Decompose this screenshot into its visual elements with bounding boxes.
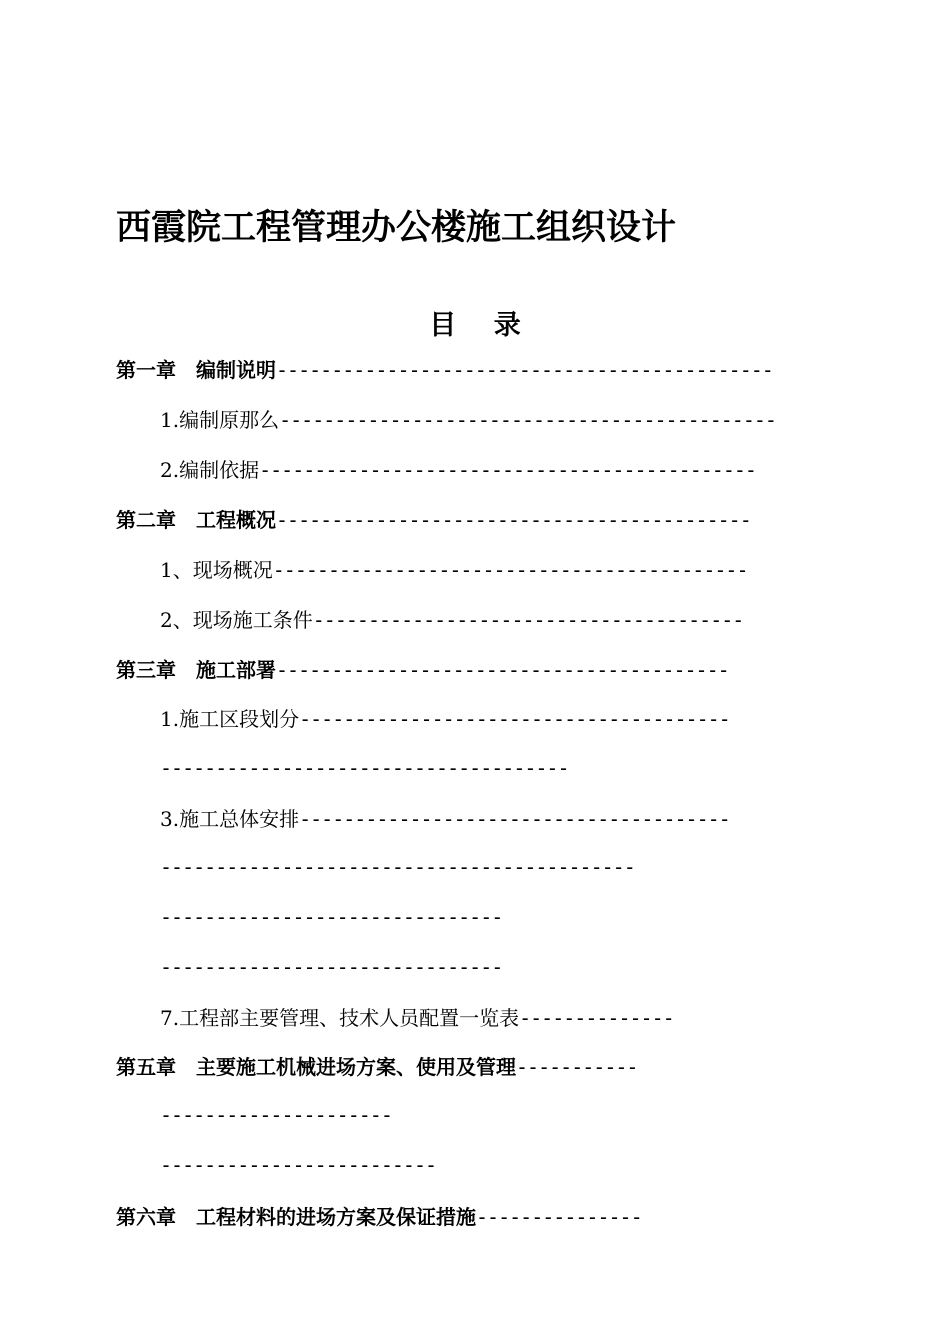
toc-entry-label: 2.编制依据: [160, 458, 260, 482]
toc-entry-label: 1.编制原那么: [160, 408, 280, 432]
toc-entry-label: 第三章 施工部署: [116, 658, 276, 682]
toc-section-1-1[interactable]: [160, 406, 776, 434]
toc-entry-label: 3.施工总体安排: [160, 807, 300, 831]
toc-dot-leader: -------------------------------: [160, 955, 503, 979]
toc-dot-leader: --------------: [519, 1006, 674, 1030]
toc-chapter-1[interactable]: [116, 356, 773, 384]
toc-leader-line[interactable]: [160, 1101, 392, 1129]
toc-chapter-2[interactable]: [116, 506, 751, 534]
toc-entry-label: 1.施工区段划分: [160, 707, 300, 731]
toc-chapter-3[interactable]: [116, 656, 729, 684]
toc-leader-line[interactable]: [160, 853, 635, 881]
toc-dot-leader: ---------------------------------------------: [259, 458, 756, 482]
toc-section-3-1[interactable]: [160, 705, 730, 733]
toc-entry-label: 第五章 主要施工机械进场方案、使用及管理: [116, 1055, 516, 1079]
toc-entry-label: 第一章 编制说明: [116, 358, 276, 382]
toc-chapter-5[interactable]: [116, 1053, 637, 1081]
toc-leader-line[interactable]: [160, 1151, 436, 1179]
toc-dot-leader: -------------------------------------: [160, 756, 569, 780]
toc-entry-label: 第二章 工程概况: [116, 508, 276, 532]
toc-dot-leader: ---------------------------------------------: [276, 358, 773, 382]
toc-dot-leader: ---------------------------------------: [299, 807, 730, 831]
toc-dot-leader: -----------------------------------------: [276, 658, 729, 682]
toc-dot-leader: -------------------------------: [160, 905, 503, 929]
toc-section-3-3[interactable]: [160, 805, 730, 833]
toc-dot-leader: -------------------------------------------: [272, 558, 748, 582]
document-title: 西霞院工程管理办公楼施工组织设计: [116, 208, 677, 248]
toc-section-2-1[interactable]: [160, 556, 748, 584]
toc-leader-line[interactable]: [160, 953, 502, 981]
toc-dot-leader: -----------: [516, 1055, 638, 1079]
toc-section-1-2[interactable]: [160, 456, 756, 484]
toc-section-4-7[interactable]: [160, 1004, 674, 1032]
toc-dot-leader: ---------------------------------------: [312, 608, 744, 632]
toc-entry-label: 1、现场概况: [160, 558, 273, 582]
toc-dot-leader: -------------------------------------------: [160, 855, 635, 879]
toc-chapter-6[interactable]: [116, 1203, 642, 1231]
toc-dot-leader: ---------------------------------------: [299, 707, 730, 731]
toc-dot-leader: -------------------------------------------: [276, 508, 751, 532]
toc-dot-leader: -------------------------: [160, 1153, 437, 1177]
toc-section-2-2[interactable]: [160, 606, 743, 634]
toc-dot-leader: ---------------------: [160, 1103, 392, 1127]
toc-leader-line[interactable]: [160, 903, 502, 931]
toc-entry-label: 7.工程部主要管理、技术人员配置一览表: [160, 1006, 520, 1030]
toc-dot-leader: ---------------: [476, 1205, 642, 1229]
toc-heading: 目 录: [429, 310, 521, 341]
toc-leader-line[interactable]: [160, 754, 569, 782]
toc-dot-leader: ---------------------------------------------: [279, 408, 776, 432]
toc-entry-label: 2、现场施工条件: [160, 608, 313, 632]
toc-entry-label: 第六章 工程材料的进场方案及保证措施: [116, 1205, 476, 1229]
